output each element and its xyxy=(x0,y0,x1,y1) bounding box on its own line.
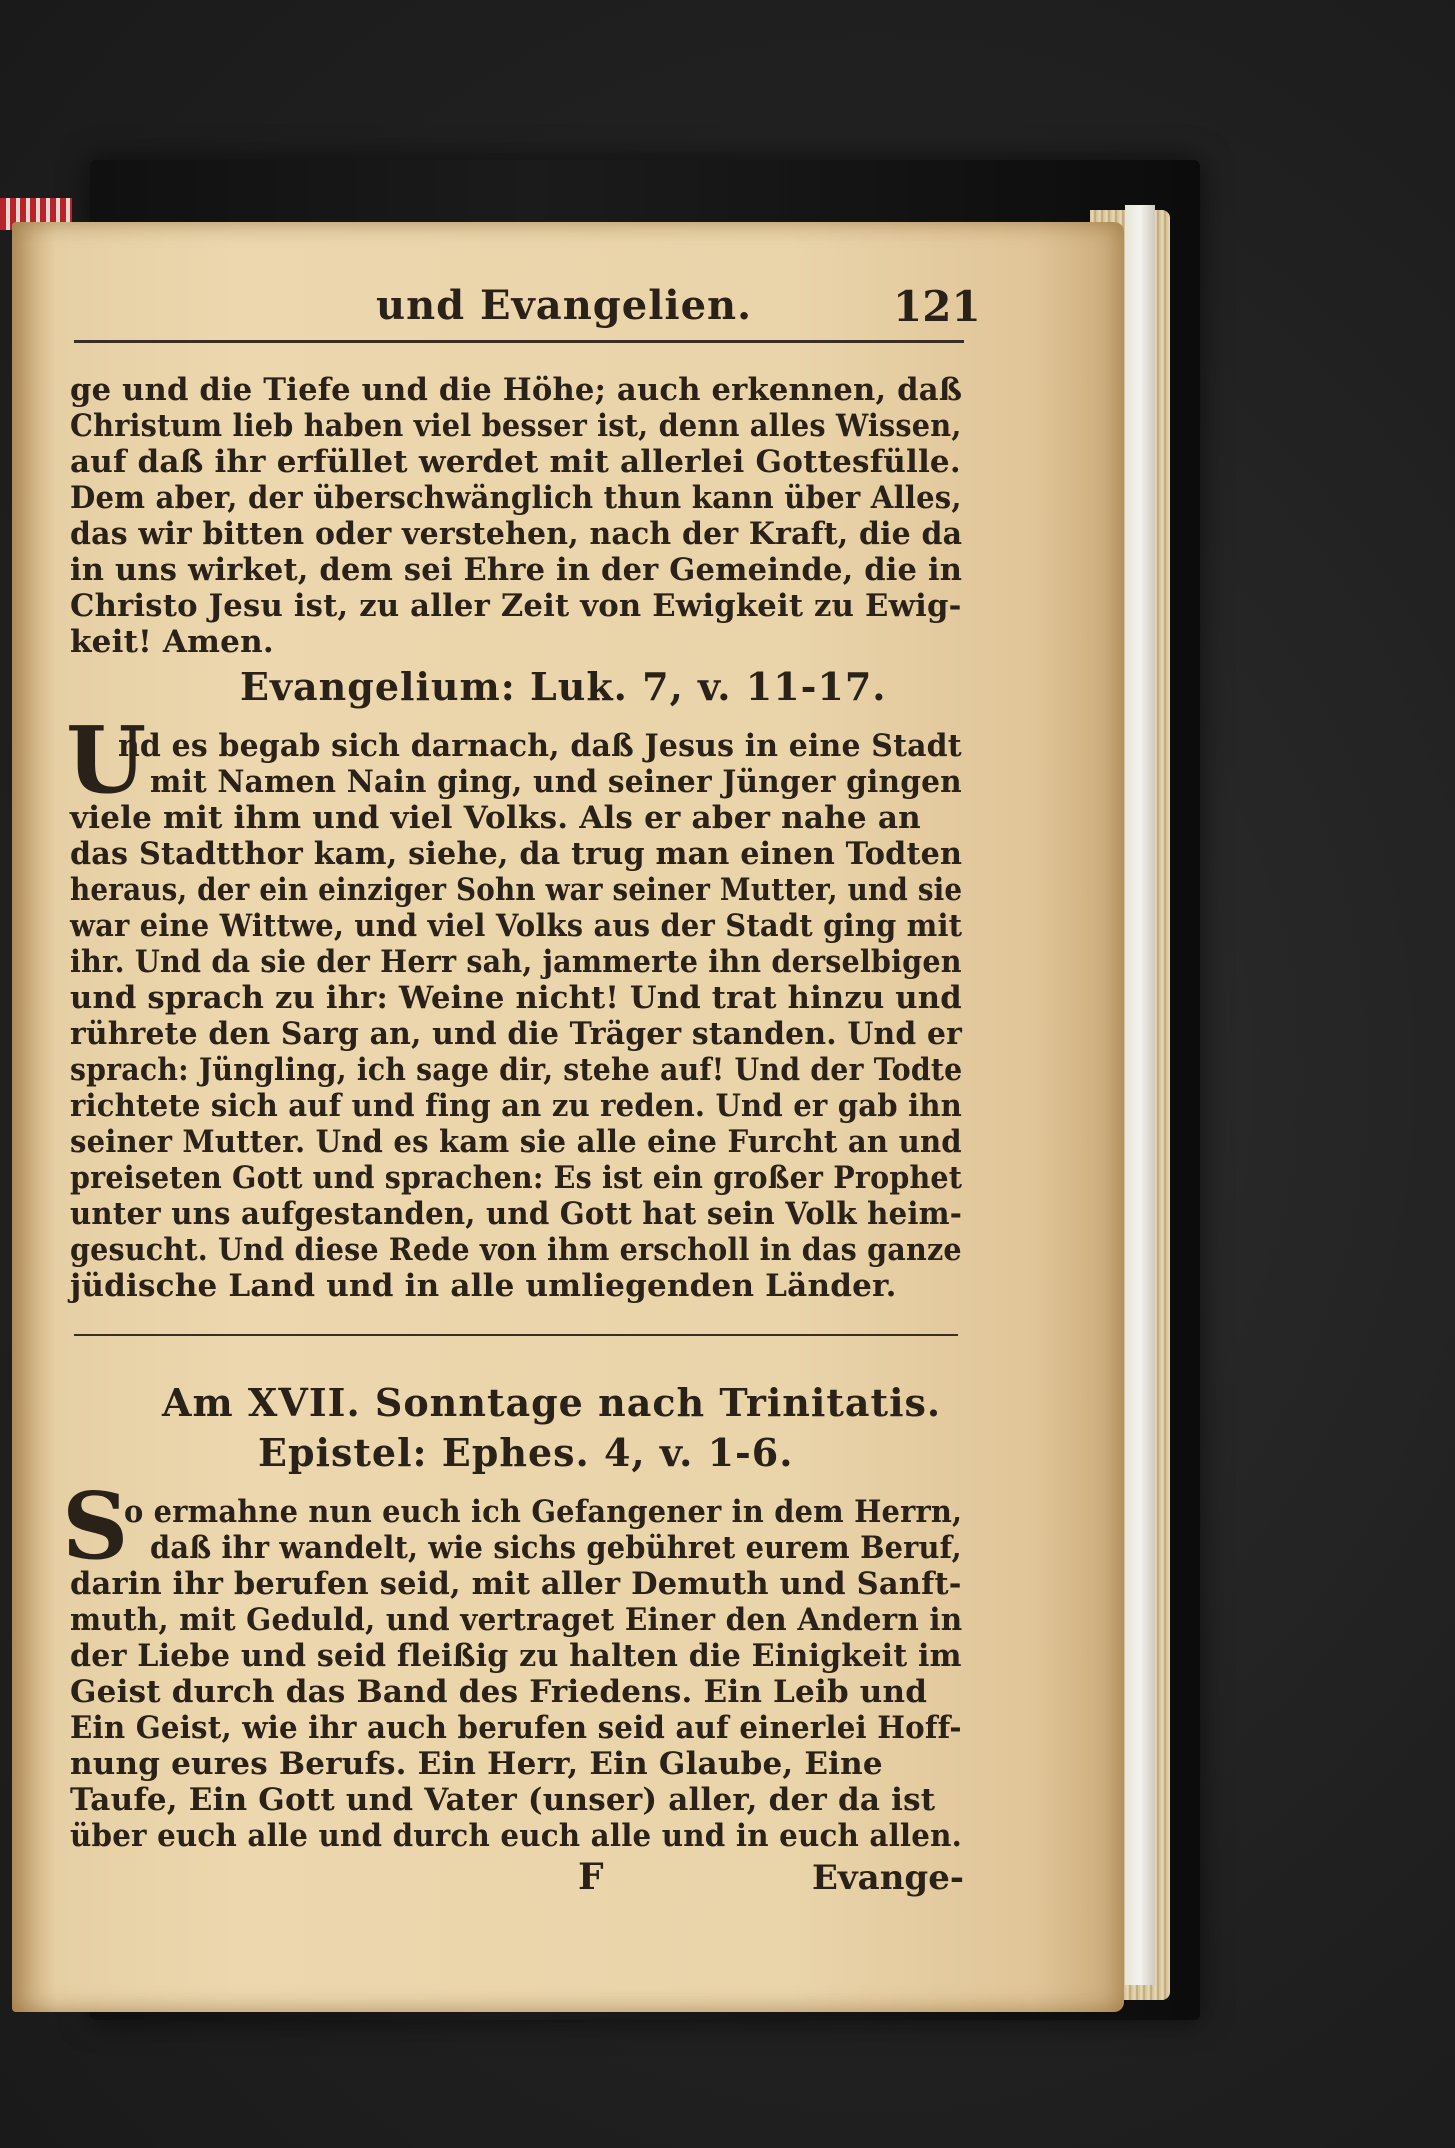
text-line: war eine Wittwe, und viel Volks aus der Stadt ging mit xyxy=(70,908,963,944)
text-line: das Stadtthor kam, siehe, da trug man einen Todten xyxy=(70,836,963,872)
text-line: rührete den Sarg an, und die Träger standen. Und er xyxy=(70,1016,962,1052)
text-line: richtete sich auf und fing an zu reden. Und er gab ihn xyxy=(70,1088,963,1124)
text-line: ge und die Tiefe und die Höhe; auch erkennen, daß xyxy=(70,372,963,408)
page-edges-light xyxy=(1125,205,1155,1985)
sunday-title: Am XVII. Sonntage nach Trinitatis. xyxy=(162,1380,942,1425)
text-line: nung eures Berufs. Ein Herr, Ein Glaube, Eine xyxy=(70,1746,883,1782)
epistle-heading: Epistel: Ephes. 4, v. 1-6. xyxy=(258,1430,794,1475)
text-line: ihr. Und da sie der Herr sah, jammerte ihn derselbigen xyxy=(70,944,962,980)
text-line: o ermahne nun euch ich Gefangener in dem Herrn, xyxy=(124,1494,963,1530)
dropcap: U xyxy=(66,706,147,814)
text-line: mit Namen Nain ging, und seiner Jünger gingen xyxy=(150,764,962,800)
gospel-heading: Evangelium: Luk. 7, v. 11-17. xyxy=(240,664,887,709)
text-line: muth, mit Geduld, und vertraget Einer den Andern in xyxy=(70,1602,963,1638)
page-number: 121 xyxy=(893,282,981,331)
text-line: seiner Mutter. Und es kam sie alle eine Furcht an und xyxy=(70,1124,962,1160)
text-line: über euch alle und durch euch alle und in euch allen. xyxy=(70,1818,963,1854)
text-line: nd es begab sich darnach, daß Jesus in eine Stadt xyxy=(118,728,962,764)
text-line: darin ihr berufen seid, mit aller Demuth und Sanft- xyxy=(70,1566,962,1602)
text-line: keit! Amen. xyxy=(70,624,274,660)
text-line: viele mit ihm und viel Volks. Als er aber nahe an xyxy=(70,800,921,836)
header-rule xyxy=(74,340,964,343)
signature-mark: F xyxy=(578,1856,604,1898)
text-line: unter uns aufgestanden, und Gott hat sein Volk heim- xyxy=(70,1196,963,1232)
text-line: auf daß ihr erfüllet werdet mit allerlei Gottesfülle. xyxy=(70,444,961,480)
text-line: Geist durch das Band des Friedens. Ein Leib und xyxy=(70,1674,928,1710)
text-line: preiseten Gott und sprachen: Es ist ein großer Prophet xyxy=(70,1160,963,1196)
text-line: das wir bitten oder verstehen, nach der Kraft, die da xyxy=(70,516,963,552)
text-line: und sprach zu ihr: Weine nicht! Und trat hinzu und xyxy=(70,980,962,1016)
text-line: Christum lieb haben viel besser ist, denn alles Wissen, xyxy=(70,408,962,444)
text-line: in uns wirket, dem sei Ehre in der Gemeinde, die in xyxy=(70,552,963,588)
text-line: sprach: Jüngling, ich sage dir, stehe auf! Und der Todte xyxy=(70,1052,963,1088)
text-line: jüdische Land und in alle umliegenden Länder. xyxy=(70,1268,897,1304)
dropcap: S xyxy=(62,1472,129,1580)
text-line: heraus, der ein einziger Sohn war seiner Mutter, und sie xyxy=(70,872,963,908)
text-line: Christo Jesu ist, zu aller Zeit von Ewigkeit zu Ewig- xyxy=(70,588,962,624)
text-line: Taufe, Ein Gott und Vater (unser) aller, der da ist xyxy=(70,1782,936,1818)
catchword: Evange- xyxy=(812,1858,964,1898)
text-line: Ein Geist, wie ihr auch berufen seid auf einerlei Hoff- xyxy=(70,1710,962,1746)
text-line: Dem aber, der überschwänglich thun kann über Alles, xyxy=(70,480,962,516)
text-line: daß ihr wandelt, wie sichs gebühret eurem Beruf, xyxy=(150,1530,962,1566)
section-rule xyxy=(74,1334,958,1336)
text-line: gesucht. Und diese Rede von ihm erscholl in das ganze xyxy=(70,1232,962,1268)
text-line: der Liebe und seid fleißig zu halten die Einigkeit im xyxy=(70,1638,962,1674)
running-head: und Evangelien. xyxy=(376,282,753,329)
